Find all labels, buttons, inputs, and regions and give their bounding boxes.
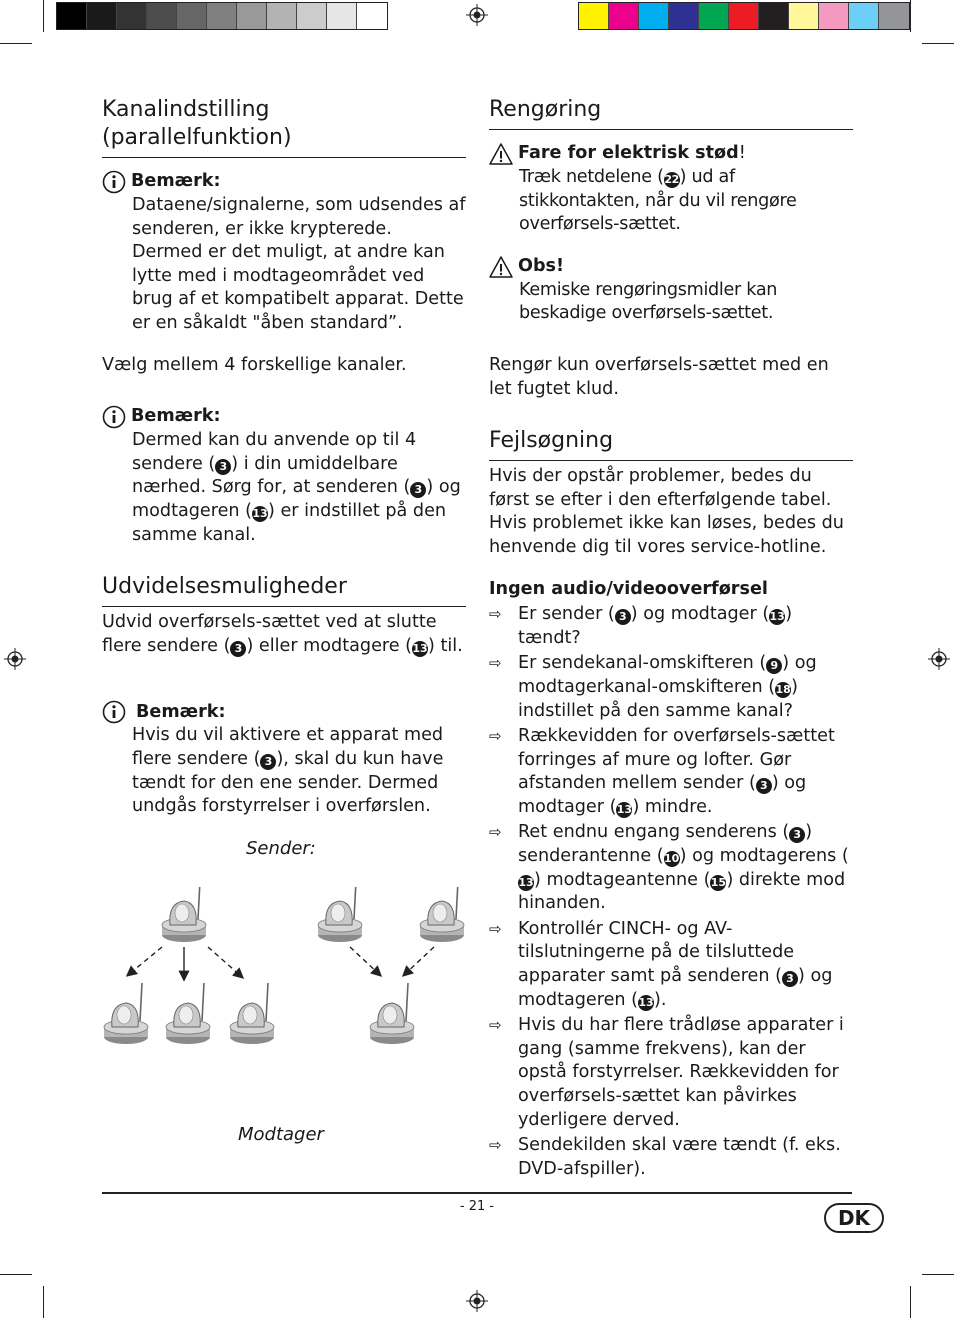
page-number: - 21 - <box>459 1199 495 1214</box>
color-swatch <box>699 3 729 29</box>
note-text: Dataene/signalerne, som udsendes af senderen, er ikke krypterede. Dermed er det muligt, at andre kan lytte med i modtageområdet ved brug af et kompatibelt apparat. Dette er en såkaldt "åben standard”. <box>132 195 466 333</box>
problem-heading: Ingen audio/videooverførsel <box>489 578 768 599</box>
list-item: ⇨ Rækkevidden for overførsels-sættet forringes af mure og lofter. Gør afstanden mellem sender ( 3 ) og modtager (13) mindre. <box>489 726 835 817</box>
callout-number: 3 <box>410 482 426 498</box>
cleaning-text: Rengør kun overførsels-sættet med en let fugtet klud. <box>489 354 829 399</box>
warning-chemicals <box>489 255 853 326</box>
footer-divider <box>102 1192 852 1194</box>
list-item: ⇨ Hvis du har flere trådløse apparater i gang (samme frekvens), kan der opstå forstyrrelser. Rækkevidden for overførsels-sættet kan påvirkes yderligere derved. <box>489 1015 844 1130</box>
crop-mark <box>43 0 44 32</box>
section-title-kanalindstilling: Kanalindstilling (parallelfunktion) <box>102 96 466 158</box>
callout-number: 3 <box>615 609 631 625</box>
warning-triangle-icon <box>489 142 513 166</box>
arrow-right-icon: ⇨ <box>489 1136 502 1155</box>
color-swatch <box>759 3 789 29</box>
color-swatch <box>819 3 849 29</box>
right-column <box>489 96 853 1183</box>
expansion-text: Udvid overførsels-sættet ved at slutte flere sendere ( 3 ) eller modtagere (13) til. <box>102 612 463 656</box>
info-icon <box>102 405 126 429</box>
sender-receiver-figure <box>102 837 466 1145</box>
crop-mark <box>0 43 32 44</box>
arrow-right-icon: ⇨ <box>489 605 502 624</box>
color-swatch <box>177 3 207 29</box>
callout-number: 13 <box>616 802 633 816</box>
receiver-label: Modtager <box>238 1123 324 1145</box>
color-swatch <box>87 3 117 29</box>
arrow-right-icon: ⇨ <box>489 654 502 673</box>
device-diagram <box>102 887 466 1087</box>
list-item: ⇨ Er sendekanal-omskifteren ( 9 ) og modtagerkanal-omskifteren (18) indstillet på den samme kanal? <box>489 653 817 721</box>
color-swatch <box>609 3 639 29</box>
callout-number: 22 <box>664 173 680 186</box>
note-heading: Bemærk: <box>136 701 226 722</box>
color-swatch <box>879 3 909 29</box>
arrow-right-icon: ⇨ <box>489 727 502 746</box>
receiver-device-icon <box>230 983 274 1044</box>
crop-mark <box>910 0 911 32</box>
note-heading: Bemærk: <box>131 406 221 427</box>
note-multiple-senders <box>102 405 466 547</box>
callout-number: 3 <box>756 778 772 794</box>
color-swatch <box>579 3 609 29</box>
registration-mark-icon <box>4 648 26 670</box>
callout-number: 15 <box>710 875 727 889</box>
callout-number: 3 <box>215 459 231 475</box>
note-heading: Bemærk: <box>131 171 221 192</box>
section-title-udvidelse: Udvidelsesmuligheder <box>102 573 466 607</box>
list-item: ⇨ Kontrollér CINCH- og AV-tilslutningerne på de tilsluttede apparater samt på senderen ( 3 ) og modtageren (13). <box>489 918 833 1010</box>
sender-device-icon <box>420 887 464 942</box>
color-swatch <box>639 3 669 29</box>
warning-text: Kemiske rengøringsmidler kan beskadige overførsels-sættet. <box>519 279 778 324</box>
warning-heading: Fare for elektrisk stød <box>518 143 739 164</box>
color-swatch <box>729 3 759 29</box>
callout-number: 3 <box>789 827 805 843</box>
note-text: Hvis du vil aktivere et apparat med flere sendere ( 3 ), skal du kun have tændt for den ene sender. Dermed undgås forstyrrelser i overførslen. <box>132 725 444 817</box>
callout-number: 13 <box>638 995 654 1009</box>
callout-number: 3 <box>782 971 798 987</box>
color-swatch <box>789 3 819 29</box>
color-swatch <box>327 3 357 29</box>
crop-mark <box>910 1286 911 1318</box>
info-icon <box>102 700 126 724</box>
left-column <box>102 96 466 1145</box>
warning-text: Træk netdelene (22) ud af stikkontakten, når du vil rengøre overførsels-sættet. <box>519 167 797 235</box>
sender-label: Sender: <box>246 837 316 859</box>
color-swatch <box>357 3 387 29</box>
color-swatch <box>147 3 177 29</box>
callout-number: 3 <box>260 754 276 770</box>
note-encryption <box>102 170 466 336</box>
note-text: Dermed kan du anvende op til 4 sendere ( 3 ) i din umiddelbare nærhed. Sørg for, at senderen ( 3 ) og modtageren (13) er indstillet på den samme kanal. <box>132 430 461 545</box>
arrow-right-icon: ⇨ <box>489 823 502 842</box>
language-badge: DK <box>824 1203 884 1233</box>
crop-mark <box>922 1274 954 1275</box>
list-item: ⇨ Er sender ( 3 ) og modtager (13) tændt? <box>489 604 793 648</box>
callout-number: 13 <box>252 506 268 520</box>
sender-device-icon <box>318 887 362 942</box>
channel-choice-text: Vælg mellem 4 forskellige kanaler. <box>102 354 407 375</box>
receiver-device-icon <box>166 983 210 1044</box>
note-single-sender <box>102 700 466 818</box>
sender-device-icon <box>162 887 206 942</box>
registration-mark-icon <box>466 4 488 26</box>
crop-mark <box>43 1286 44 1318</box>
color-swatch <box>237 3 267 29</box>
color-swatch <box>57 3 87 29</box>
grayscale-calibration-bar <box>56 2 388 30</box>
receiver-device-icon <box>370 983 414 1044</box>
warning-triangle-icon <box>489 255 513 279</box>
info-icon <box>102 170 126 194</box>
warning-heading: Obs! <box>518 255 565 276</box>
arrow-right-icon: ⇨ <box>489 1016 502 1035</box>
list-item: ⇨ Sendekilden skal være tændt (f. eks. DVD-afspiller). <box>489 1135 841 1179</box>
callout-number: 10 <box>663 852 680 866</box>
callout-number: 9 <box>766 658 782 674</box>
color-calibration-bar <box>578 2 910 30</box>
color-swatch <box>669 3 699 29</box>
warning-electric-shock: Fare for elektrisk stød ! Træk netdelene (22) ud af stikkontakten, når du vil rengøre overførsels-sættet. <box>489 142 853 237</box>
section-title-rengoring: Rengøring <box>489 96 853 130</box>
color-swatch <box>207 3 237 29</box>
callout-number: 3 <box>230 641 246 657</box>
color-swatch <box>297 3 327 29</box>
color-swatch <box>267 3 297 29</box>
callout-number: 13 <box>412 641 428 655</box>
troubleshooting-intro: Hvis der opstår problemer, bedes du først se efter i den efterfølgende tabel. Hvis problemet ikke kan løses, bedes du henvende dig til vores service-hotline. <box>489 466 844 557</box>
troubleshooting-list <box>489 603 853 1181</box>
color-swatch <box>849 3 879 29</box>
registration-mark-icon <box>928 648 950 670</box>
receiver-device-icon <box>104 983 148 1044</box>
color-swatch <box>117 3 147 29</box>
crop-mark <box>922 43 954 44</box>
callout-number: 13 <box>769 610 785 624</box>
callout-number: 13 <box>518 875 534 889</box>
arrow-right-icon: ⇨ <box>489 919 502 938</box>
section-title-fejlsogning: Fejlsøgning <box>489 427 853 461</box>
registration-mark-icon <box>466 1290 488 1312</box>
list-item: ⇨ Ret endnu engang senderens ( 3 ) senderantenne (10) og modtagerens (13) modtageantenne (15) direkte mod hinanden. <box>489 822 849 914</box>
crop-mark <box>0 1274 32 1275</box>
callout-number: 18 <box>775 682 791 696</box>
